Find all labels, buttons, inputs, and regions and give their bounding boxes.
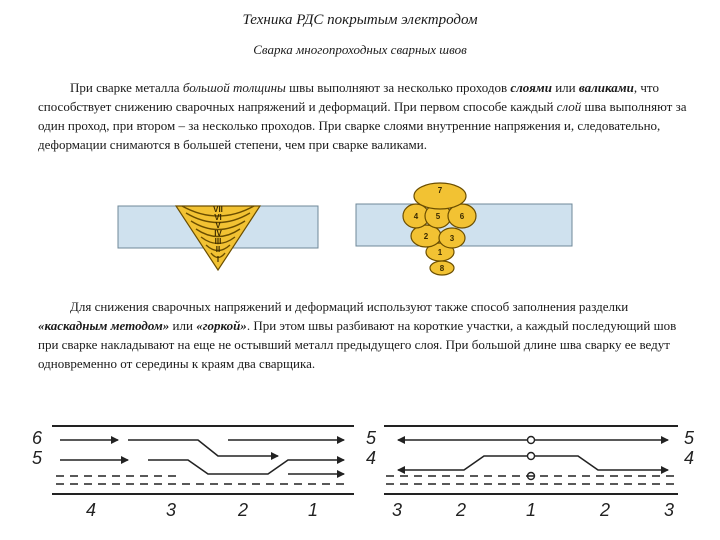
layer-label: III <box>214 237 222 246</box>
bead-label: 6 <box>459 212 465 221</box>
layer-label: II <box>215 245 221 254</box>
side-label: 4 <box>684 448 695 468</box>
page-subtitle: Сварка многопроходных сварных швов <box>253 42 467 57</box>
paragraph-cascade <box>38 297 690 373</box>
bottom-label: 2 <box>238 500 249 520</box>
cascade-diagram-left <box>28 412 358 522</box>
side-label: 5 <box>366 428 377 448</box>
bottom-label: 3 <box>166 500 177 520</box>
bottom-label: 2 <box>456 500 467 520</box>
bead-label: 3 <box>449 234 455 243</box>
paragraph1-term-layers: слоями <box>510 80 552 95</box>
paragraph1-emph-layer: слой <box>556 99 582 114</box>
bottom-labels <box>86 500 318 520</box>
start-dots <box>528 437 535 480</box>
paragraph2-term-cascade: «каскадным методом» <box>38 318 170 333</box>
paragraph1-text-2: швы выполняют за несколько проходов <box>285 80 511 95</box>
bead-label: 1 <box>437 248 443 257</box>
bead-label: 4 <box>413 212 419 221</box>
bead-weld-diagram <box>356 180 572 276</box>
side-label: 6 <box>32 428 43 448</box>
layer-label: I <box>216 255 220 264</box>
paragraph2-text-2: или <box>169 318 197 333</box>
paragraph2-term-hill: «горкой» <box>196 318 247 333</box>
bottom-label: 2 <box>600 500 611 520</box>
bottom-label: 3 <box>664 500 675 520</box>
side-label: 5 <box>684 428 695 448</box>
bead-label: 5 <box>435 212 441 221</box>
layer-label: IV <box>214 229 222 238</box>
paragraph2-text-3: . При этом швы разбивают на короткие участки, а каждый последующий шов при сварке накладывают на еще не остывший металл предыдущего слоя. При большой длине шва сварку ее ведут одновременно от середины к краям два сварщика. <box>38 318 677 371</box>
paragraph1-text-3: или <box>551 80 579 95</box>
side-label: 5 <box>32 448 43 468</box>
bottom-labels <box>392 500 674 520</box>
page-title: Техника РДС покрытым электродом <box>242 12 478 28</box>
paragraph1-text-1: При сварке металла <box>70 80 183 95</box>
layer-label: VII <box>213 205 223 214</box>
layer-weld-diagram <box>118 192 318 274</box>
bottom-label: 4 <box>86 500 97 520</box>
bottom-label: 1 <box>526 500 537 520</box>
paragraph1-term-beads: валиками <box>578 80 634 95</box>
paragraph2-text-1: Для снижения сварочных напряжений и деформаций используют также способ заполнения разделки <box>70 299 629 314</box>
paragraph-multipass <box>38 78 690 154</box>
bead-label: 7 <box>437 186 443 195</box>
layer-label: VI <box>214 213 222 222</box>
side-label: 4 <box>366 448 377 468</box>
layer-label: V <box>215 221 221 230</box>
paragraph1-emph-thickness: большой толщины <box>182 80 286 95</box>
cascade-diagram-right <box>364 412 700 522</box>
bead-label: 8 <box>439 264 445 273</box>
paragraph1-text-4: , что способствует снижению сварочных напряжений и деформаций. При первом способе каждый <box>38 80 659 114</box>
bead-label: 2 <box>423 232 429 241</box>
bottom-label: 3 <box>392 500 403 520</box>
paragraph1-text-5: шва выполняют за один проход, при втором – за несколько проходов. При сварке слоями внутренние напряжения и, следовательно, деформации снимаются в большей степени, чем при сварке валиками. <box>38 99 687 152</box>
cascade-left-lines <box>60 440 344 474</box>
bottom-label: 1 <box>308 500 319 520</box>
